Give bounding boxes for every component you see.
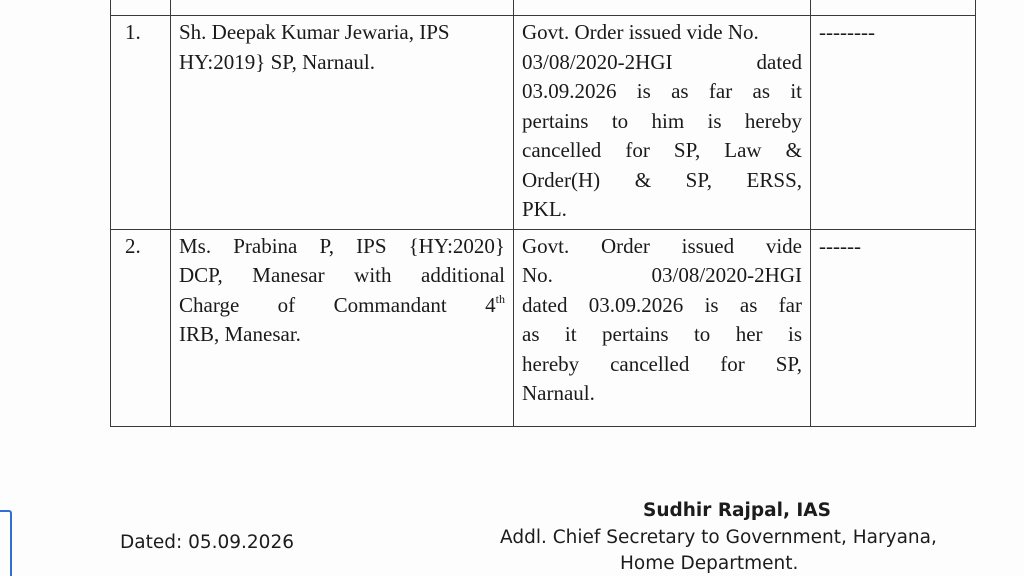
table-row <box>111 16 976 230</box>
dated-line: Dated: 05.09.2026 <box>120 532 294 553</box>
officer-line: HY:2019} SP, Narnaul. <box>179 49 375 74</box>
order-line: Narnaul. <box>522 381 595 405</box>
order-line: pertains to him is hereby <box>522 108 802 133</box>
officer-line: DCP, Manesar with additional <box>179 263 505 287</box>
serial-number: 2. <box>111 229 171 426</box>
order-line: No. 03/08/2020-2HGI <box>522 263 802 287</box>
order-line: Govt. Order issued vide <box>522 233 802 258</box>
order-line: cancelled for SP, Law & <box>522 138 802 162</box>
signatory-department: Home Department. <box>620 553 799 574</box>
table-row <box>111 229 976 426</box>
header-cell-officer <box>171 0 514 16</box>
officer-line: Sh. Deepak Kumar Jewaria, IPS <box>179 20 450 44</box>
order-line: Order(H) & SP, ERSS, <box>522 167 802 192</box>
officer-line: IRB, Manesar. <box>179 322 301 346</box>
header-cell-remarks <box>811 0 976 16</box>
header-cell-order <box>514 0 811 16</box>
order-line: hereby cancelled for SP, <box>522 351 802 376</box>
serial-number: 1. <box>111 16 171 230</box>
signatory-designation: Addl. Chief Secretary to Government, Haryana, <box>500 527 937 548</box>
officer-line-text: Charge of Commandant 4 <box>179 292 496 317</box>
remarks-cell: -------- <box>811 16 976 230</box>
order-line: Govt. Order issued vide No. <box>522 20 759 44</box>
order-line: 03/08/2020-2HGI dated <box>522 49 802 74</box>
header-cell-sno <box>111 0 171 16</box>
order-cell <box>514 229 811 426</box>
officer-line <box>179 291 505 321</box>
officer-line: Ms. Prabina P, IPS {HY:2020} <box>179 233 505 258</box>
signatory-name: Sudhir Rajpal, IAS <box>643 500 831 521</box>
orders-table <box>110 0 976 427</box>
edge-box <box>0 510 12 576</box>
order-line: as it pertains to her is <box>522 322 802 346</box>
order-line: PKL. <box>522 197 567 221</box>
officer-cell <box>171 229 514 426</box>
remarks-cell: ------ <box>811 229 976 426</box>
order-line: dated 03.09.2026 is as far <box>522 292 802 317</box>
ordinal-suffix: th <box>495 291 505 306</box>
order-line: 03.09.2026 is as far as it <box>522 79 802 103</box>
table-header-row <box>111 0 976 16</box>
officer-cell <box>171 16 514 230</box>
order-cell <box>514 16 811 230</box>
